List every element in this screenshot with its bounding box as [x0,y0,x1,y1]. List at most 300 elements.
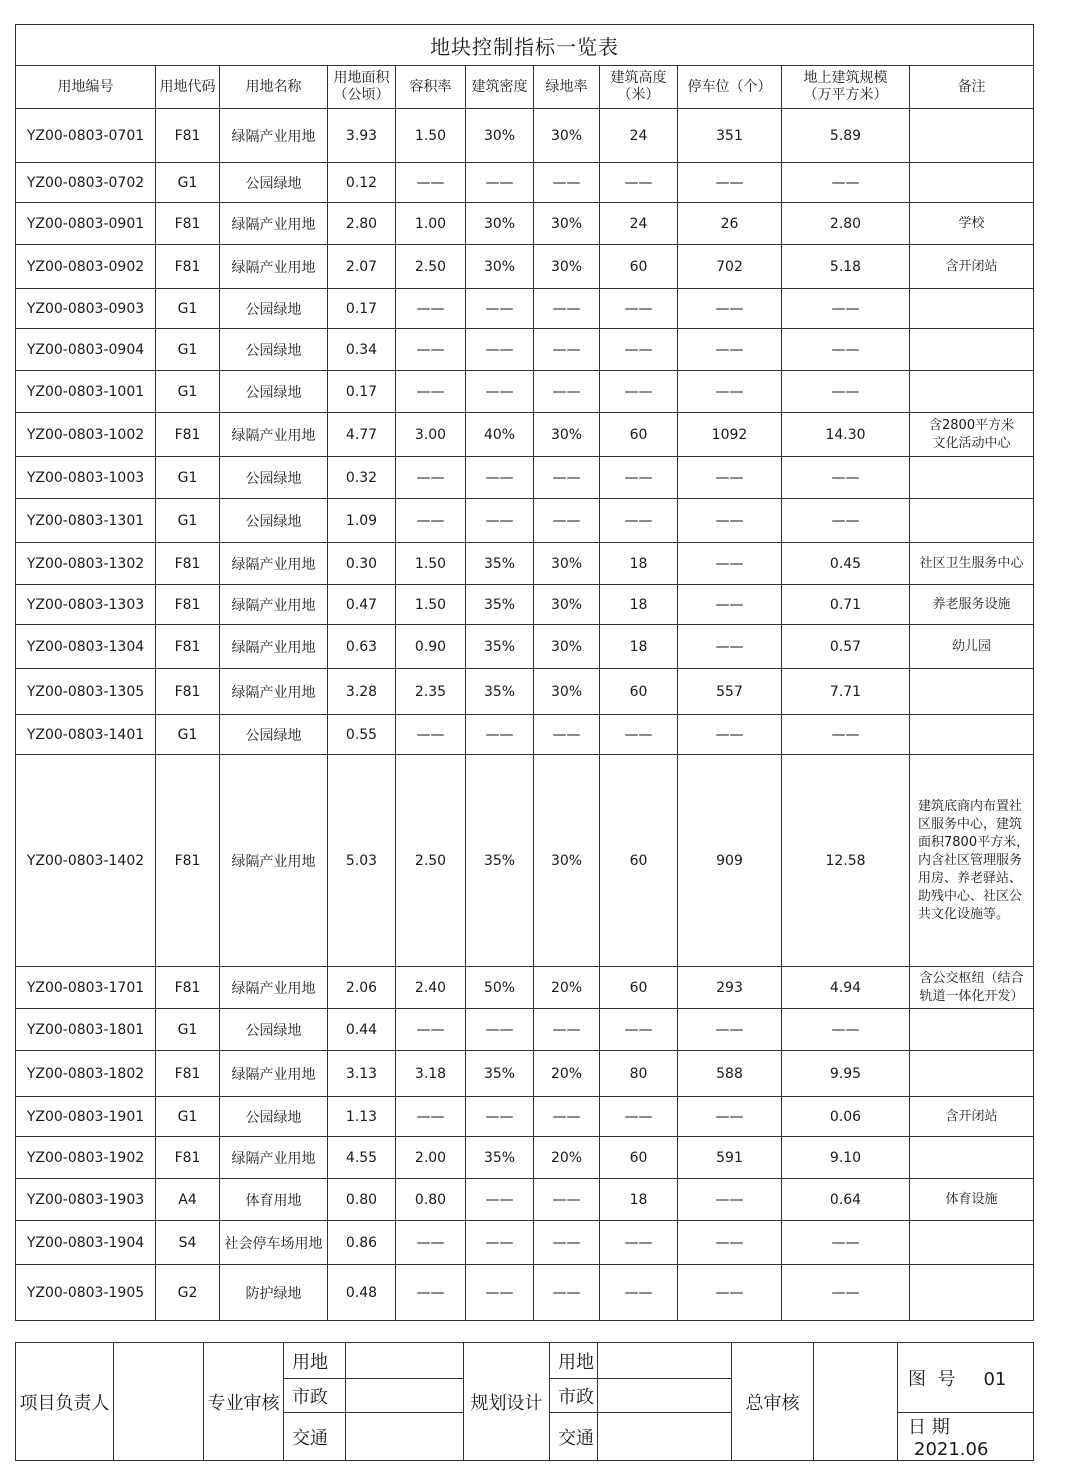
cell-parking: —— [678,457,782,499]
cell-land-id: YZ00-0803-1401 [16,715,156,755]
cell-parking: —— [678,585,782,625]
cell-density: —— [466,163,534,203]
cell-land-id: YZ00-0803-1901 [16,1097,156,1137]
cell-far: —— [396,457,466,499]
table-row [16,585,1034,625]
cell-note [910,109,1034,163]
professional-review-label: 专业审核 [204,1343,284,1461]
cell-scale: 4.94 [782,967,910,1009]
cell-green-ratio: 20% [534,1137,600,1179]
cell-scale: 5.18 [782,245,910,289]
cell-scale: —— [782,715,910,755]
cell-parking: —— [678,1097,782,1137]
cell-land-id: YZ00-0803-1903 [16,1179,156,1221]
cell-parking: 702 [678,245,782,289]
table-row [16,625,1034,669]
table-row [16,1137,1034,1179]
table-row [16,457,1034,499]
cell-land-id: YZ00-0803-1303 [16,585,156,625]
cell-green-ratio: 30% [534,413,600,457]
cell-parking: —— [678,289,782,329]
cell-note [910,289,1034,329]
cell-scale: 2.80 [782,203,910,245]
cell-scale: 9.95 [782,1051,910,1097]
cell-height: —— [600,1009,678,1051]
cell-area: 0.55 [328,715,396,755]
cell-green-ratio: 30% [534,669,600,715]
cell-note: 养老服务设施 [910,585,1034,625]
cell-height: —— [600,1265,678,1321]
table-row [16,109,1034,163]
cell-land-id: YZ00-0803-1802 [16,1051,156,1097]
cell-area: 2.80 [328,203,396,245]
land-control-index-table [15,24,1034,1321]
cell-far: 0.80 [396,1179,466,1221]
cell-height: —— [600,1097,678,1137]
cell-note [910,1051,1034,1097]
cell-height: 18 [600,543,678,585]
cell-parking: 557 [678,669,782,715]
design-traffic-sign-cell [598,1413,732,1461]
cell-density: —— [466,1265,534,1321]
cell-far: 1.00 [396,203,466,245]
table-row [16,1009,1034,1051]
cell-scale: 0.64 [782,1179,910,1221]
table-row [16,1221,1034,1265]
cell-land-code: G2 [156,1265,220,1321]
cell-land-name: 绿隔产业用地 [220,245,328,289]
cell-green-ratio: —— [534,715,600,755]
table-row [16,329,1034,371]
cell-green-ratio: 30% [534,625,600,669]
cell-parking: —— [678,625,782,669]
cell-scale: —— [782,163,910,203]
cell-height: 24 [600,203,678,245]
cell-density: 40% [466,413,534,457]
cell-density: —— [466,1009,534,1051]
cell-area: 0.80 [328,1179,396,1221]
cell-land-name: 体育用地 [220,1179,328,1221]
cell-land-code: F81 [156,625,220,669]
cell-height: —— [600,715,678,755]
cell-density: —— [466,289,534,329]
cell-note: 学校 [910,203,1034,245]
cell-land-code: F81 [156,669,220,715]
cell-land-id: YZ00-0803-1305 [16,669,156,715]
cell-density: 35% [466,669,534,715]
cell-far: —— [396,371,466,413]
cell-density: 50% [466,967,534,1009]
cell-density: 35% [466,1137,534,1179]
cell-far: —— [396,1009,466,1051]
cell-parking: —— [678,163,782,203]
cell-height: —— [600,1221,678,1265]
cell-land-name: 绿隔产业用地 [220,625,328,669]
cell-note [910,669,1034,715]
cell-area: 0.30 [328,543,396,585]
cell-density: —— [466,715,534,755]
cell-far: 1.50 [396,109,466,163]
cell-note [910,329,1034,371]
cell-area: 3.13 [328,1051,396,1097]
review-land-sign-cell [346,1343,464,1379]
cell-area: 0.44 [328,1009,396,1051]
table-row [16,499,1034,543]
column-header: 备注 [910,66,1034,109]
cell-parking: —— [678,371,782,413]
cell-land-name: 公园绿地 [220,457,328,499]
cell-height: —— [600,499,678,543]
cell-note [910,1137,1034,1179]
cell-height: 60 [600,755,678,967]
design-traffic-label: 交通 [550,1413,598,1461]
signoff-block [15,1342,1034,1461]
cell-green-ratio: —— [534,289,600,329]
cell-density: 30% [466,109,534,163]
cell-far: —— [396,163,466,203]
cell-far: 1.50 [396,585,466,625]
cell-land-code: G1 [156,499,220,543]
cell-far: 3.00 [396,413,466,457]
table-row [16,1179,1034,1221]
cell-note [910,457,1034,499]
cell-scale: —— [782,457,910,499]
cell-note [910,1265,1034,1321]
cell-parking: —— [678,1179,782,1221]
cell-far: —— [396,1265,466,1321]
cell-height: 60 [600,413,678,457]
column-header: 用地代码 [156,66,220,109]
cell-land-name: 社会停车场用地 [220,1221,328,1265]
cell-height: 60 [600,245,678,289]
cell-parking: —— [678,543,782,585]
review-municipal-sign-cell [346,1379,464,1413]
cell-green-ratio: —— [534,1265,600,1321]
cell-density: 35% [466,1051,534,1097]
design-municipal-label: 市政 [550,1379,598,1413]
cell-far: 2.50 [396,755,466,967]
table-row [16,203,1034,245]
cell-land-id: YZ00-0803-0701 [16,109,156,163]
cell-far: 2.00 [396,1137,466,1179]
cell-scale: —— [782,1221,910,1265]
project-leader-sign-cell [114,1343,204,1461]
table-row [16,715,1034,755]
cell-parking: 1092 [678,413,782,457]
cell-land-code: F81 [156,543,220,585]
cell-green-ratio: —— [534,1097,600,1137]
cell-scale: 5.89 [782,109,910,163]
cell-area: 4.77 [328,413,396,457]
cell-area: 3.93 [328,109,396,163]
cell-height: —— [600,457,678,499]
cell-note: 含公交枢纽（结合 轨道一体化开发） [910,967,1034,1009]
column-header: 停车位（个） [678,66,782,109]
cell-note: 社区卫生服务中心 [910,543,1034,585]
cell-density: 35% [466,625,534,669]
cell-scale: —— [782,1265,910,1321]
cell-green-ratio: 20% [534,967,600,1009]
cell-land-code: F81 [156,203,220,245]
review-land-label: 用地 [284,1343,346,1379]
cell-far: —— [396,1221,466,1265]
cell-density: —— [466,457,534,499]
cell-land-id: YZ00-0803-1902 [16,1137,156,1179]
cell-far: —— [396,329,466,371]
cell-green-ratio: —— [534,1009,600,1051]
cell-land-code: F81 [156,585,220,625]
cell-height: —— [600,289,678,329]
table-row [16,289,1034,329]
cell-land-name: 防护绿地 [220,1265,328,1321]
cell-green-ratio: —— [534,1179,600,1221]
cell-density: 35% [466,585,534,625]
cell-area: 0.86 [328,1221,396,1265]
cell-parking: —— [678,1265,782,1321]
cell-height: 24 [600,109,678,163]
cell-land-code: G1 [156,371,220,413]
cell-green-ratio: 20% [534,1051,600,1097]
cell-far: 1.50 [396,543,466,585]
cell-far: 2.40 [396,967,466,1009]
cell-height: 18 [600,625,678,669]
cell-note: 体育设施 [910,1179,1034,1221]
cell-parking: 909 [678,755,782,967]
cell-land-name: 绿隔产业用地 [220,413,328,457]
design-municipal-sign-cell [598,1379,732,1413]
date-value: 2021.06 [914,1439,989,1460]
cell-green-ratio: 30% [534,755,600,967]
cell-note: 含2800平方米 文化活动中心 [910,413,1034,457]
cell-note [910,1009,1034,1051]
table-title: 地块控制指标一览表 [16,25,1034,66]
cell-scale: 7.71 [782,669,910,715]
cell-land-code: F81 [156,1051,220,1097]
cell-land-id: YZ00-0803-1304 [16,625,156,669]
cell-area: 0.63 [328,625,396,669]
cell-note [910,371,1034,413]
cell-green-ratio: —— [534,457,600,499]
cell-land-id: YZ00-0803-0904 [16,329,156,371]
cell-land-name: 绿隔产业用地 [220,1051,328,1097]
cell-far: 3.18 [396,1051,466,1097]
cell-scale: 14.30 [782,413,910,457]
cell-scale: —— [782,1009,910,1051]
review-traffic-sign-cell [346,1413,464,1461]
cell-area: 1.13 [328,1097,396,1137]
cell-parking: —— [678,1009,782,1051]
cell-parking: 351 [678,109,782,163]
cell-area: 2.07 [328,245,396,289]
cell-land-name: 公园绿地 [220,1097,328,1137]
cell-area: 0.34 [328,329,396,371]
cell-land-id: YZ00-0803-0902 [16,245,156,289]
cell-area: 3.28 [328,669,396,715]
cell-scale: 0.71 [782,585,910,625]
cell-land-code: G1 [156,329,220,371]
column-header: 绿地率 [534,66,600,109]
cell-land-code: F81 [156,245,220,289]
cell-note: 建筑底商内布置社区服务中心，建筑面积7800平方米，内含社区管理服务用房、养老驿站、助残中心、社区公共文化设施等。 [910,755,1034,967]
cell-land-id: YZ00-0803-0702 [16,163,156,203]
cell-density: —— [466,1221,534,1265]
cell-green-ratio: —— [534,1221,600,1265]
cell-green-ratio: —— [534,499,600,543]
cell-scale: —— [782,329,910,371]
cell-scale: 12.58 [782,755,910,967]
column-header: 地上建筑规模 （万平方米） [782,66,910,109]
cell-scale: 9.10 [782,1137,910,1179]
cell-land-id: YZ00-0803-1905 [16,1265,156,1321]
cell-area: 0.12 [328,163,396,203]
cell-height: 80 [600,1051,678,1097]
cell-land-name: 公园绿地 [220,371,328,413]
cell-land-id: YZ00-0803-1801 [16,1009,156,1051]
cell-height: 60 [600,967,678,1009]
cell-parking: —— [678,715,782,755]
cell-parking: —— [678,499,782,543]
cell-land-name: 绿隔产业用地 [220,1137,328,1179]
cell-density: —— [466,1097,534,1137]
cell-land-id: YZ00-0803-0903 [16,289,156,329]
cell-area: 1.09 [328,499,396,543]
column-header: 容积率 [396,66,466,109]
cell-land-id: YZ00-0803-1402 [16,755,156,967]
cell-area: 0.47 [328,585,396,625]
cell-green-ratio: —— [534,371,600,413]
table-row [16,1097,1034,1137]
cell-land-name: 绿隔产业用地 [220,967,328,1009]
cell-height: —— [600,371,678,413]
cell-land-id: YZ00-0803-1904 [16,1221,156,1265]
table-row [16,755,1034,967]
cell-land-code: G1 [156,457,220,499]
column-header: 建筑密度 [466,66,534,109]
column-header: 用地名称 [220,66,328,109]
cell-parking: —— [678,329,782,371]
cell-density: —— [466,499,534,543]
cell-land-name: 公园绿地 [220,715,328,755]
cell-height: 60 [600,1137,678,1179]
cell-land-code: G1 [156,289,220,329]
cell-land-name: 绿隔产业用地 [220,543,328,585]
table-row [16,371,1034,413]
cell-far: —— [396,289,466,329]
cell-area: 2.06 [328,967,396,1009]
cell-green-ratio: 30% [534,245,600,289]
table-row [16,163,1034,203]
cell-parking: 591 [678,1137,782,1179]
review-traffic-label: 交通 [284,1413,346,1461]
cell-land-code: G1 [156,715,220,755]
cell-green-ratio: 30% [534,585,600,625]
cell-density: 30% [466,245,534,289]
cell-green-ratio: —— [534,163,600,203]
cell-density: 35% [466,755,534,967]
cell-far: —— [396,499,466,543]
cell-land-id: YZ00-0803-1301 [16,499,156,543]
cell-density: 35% [466,543,534,585]
cell-area: 0.32 [328,457,396,499]
cell-density: —— [466,371,534,413]
cell-scale: 0.45 [782,543,910,585]
table-row [16,413,1034,457]
header-row [16,66,1034,109]
cell-density: 30% [466,203,534,245]
date-cell [898,1413,1034,1461]
cell-height: —— [600,163,678,203]
cell-note: 幼儿园 [910,625,1034,669]
date-label: 日 期 [908,1417,950,1438]
cell-land-name: 绿隔产业用地 [220,755,328,967]
cell-area: 5.03 [328,755,396,967]
drawing-number-value: 01 [983,1368,1007,1390]
cell-land-name: 公园绿地 [220,1009,328,1051]
cell-note: 含开闭站 [910,245,1034,289]
cell-scale: —— [782,499,910,543]
cell-parking: 588 [678,1051,782,1097]
column-header: 用地面积 （公顷） [328,66,396,109]
cell-land-code: G1 [156,1009,220,1051]
cell-scale: 0.06 [782,1097,910,1137]
drawing-number-label: 图 号 [908,1368,956,1390]
review-municipal-label: 市政 [284,1379,346,1413]
cell-scale: —— [782,289,910,329]
cell-green-ratio: —— [534,329,600,371]
table-row [16,543,1034,585]
cell-parking: 26 [678,203,782,245]
cell-note [910,163,1034,203]
cell-land-name: 绿隔产业用地 [220,669,328,715]
cell-land-id: YZ00-0803-1001 [16,371,156,413]
cell-note [910,1221,1034,1265]
table-row [16,1051,1034,1097]
cell-area: 4.55 [328,1137,396,1179]
cell-land-id: YZ00-0803-1003 [16,457,156,499]
cell-scale: —— [782,371,910,413]
table-row [16,245,1034,289]
drawing-number-cell [898,1343,1034,1413]
cell-land-name: 公园绿地 [220,329,328,371]
cell-far: —— [396,715,466,755]
cell-note [910,499,1034,543]
cell-land-id: YZ00-0803-1002 [16,413,156,457]
cell-area: 0.17 [328,371,396,413]
cell-land-code: G1 [156,1097,220,1137]
project-leader-label: 项目负责人 [16,1343,114,1461]
cell-land-name: 公园绿地 [220,163,328,203]
cell-land-name: 绿隔产业用地 [220,585,328,625]
cell-land-code: F81 [156,413,220,457]
cell-height: —— [600,329,678,371]
cell-parking: 293 [678,967,782,1009]
table-row [16,967,1034,1009]
cell-land-code: F81 [156,755,220,967]
cell-far: 2.50 [396,245,466,289]
cell-land-id: YZ00-0803-1701 [16,967,156,1009]
cell-land-code: S4 [156,1221,220,1265]
cell-far: 0.90 [396,625,466,669]
cell-land-code: F81 [156,967,220,1009]
cell-area: 0.17 [328,289,396,329]
planning-design-label: 规划设计 [464,1343,550,1461]
cell-parking: —— [678,1221,782,1265]
column-header: 用地编号 [16,66,156,109]
cell-height: 18 [600,1179,678,1221]
cell-density: —— [466,329,534,371]
cell-land-code: G1 [156,163,220,203]
cell-land-name: 绿隔产业用地 [220,109,328,163]
